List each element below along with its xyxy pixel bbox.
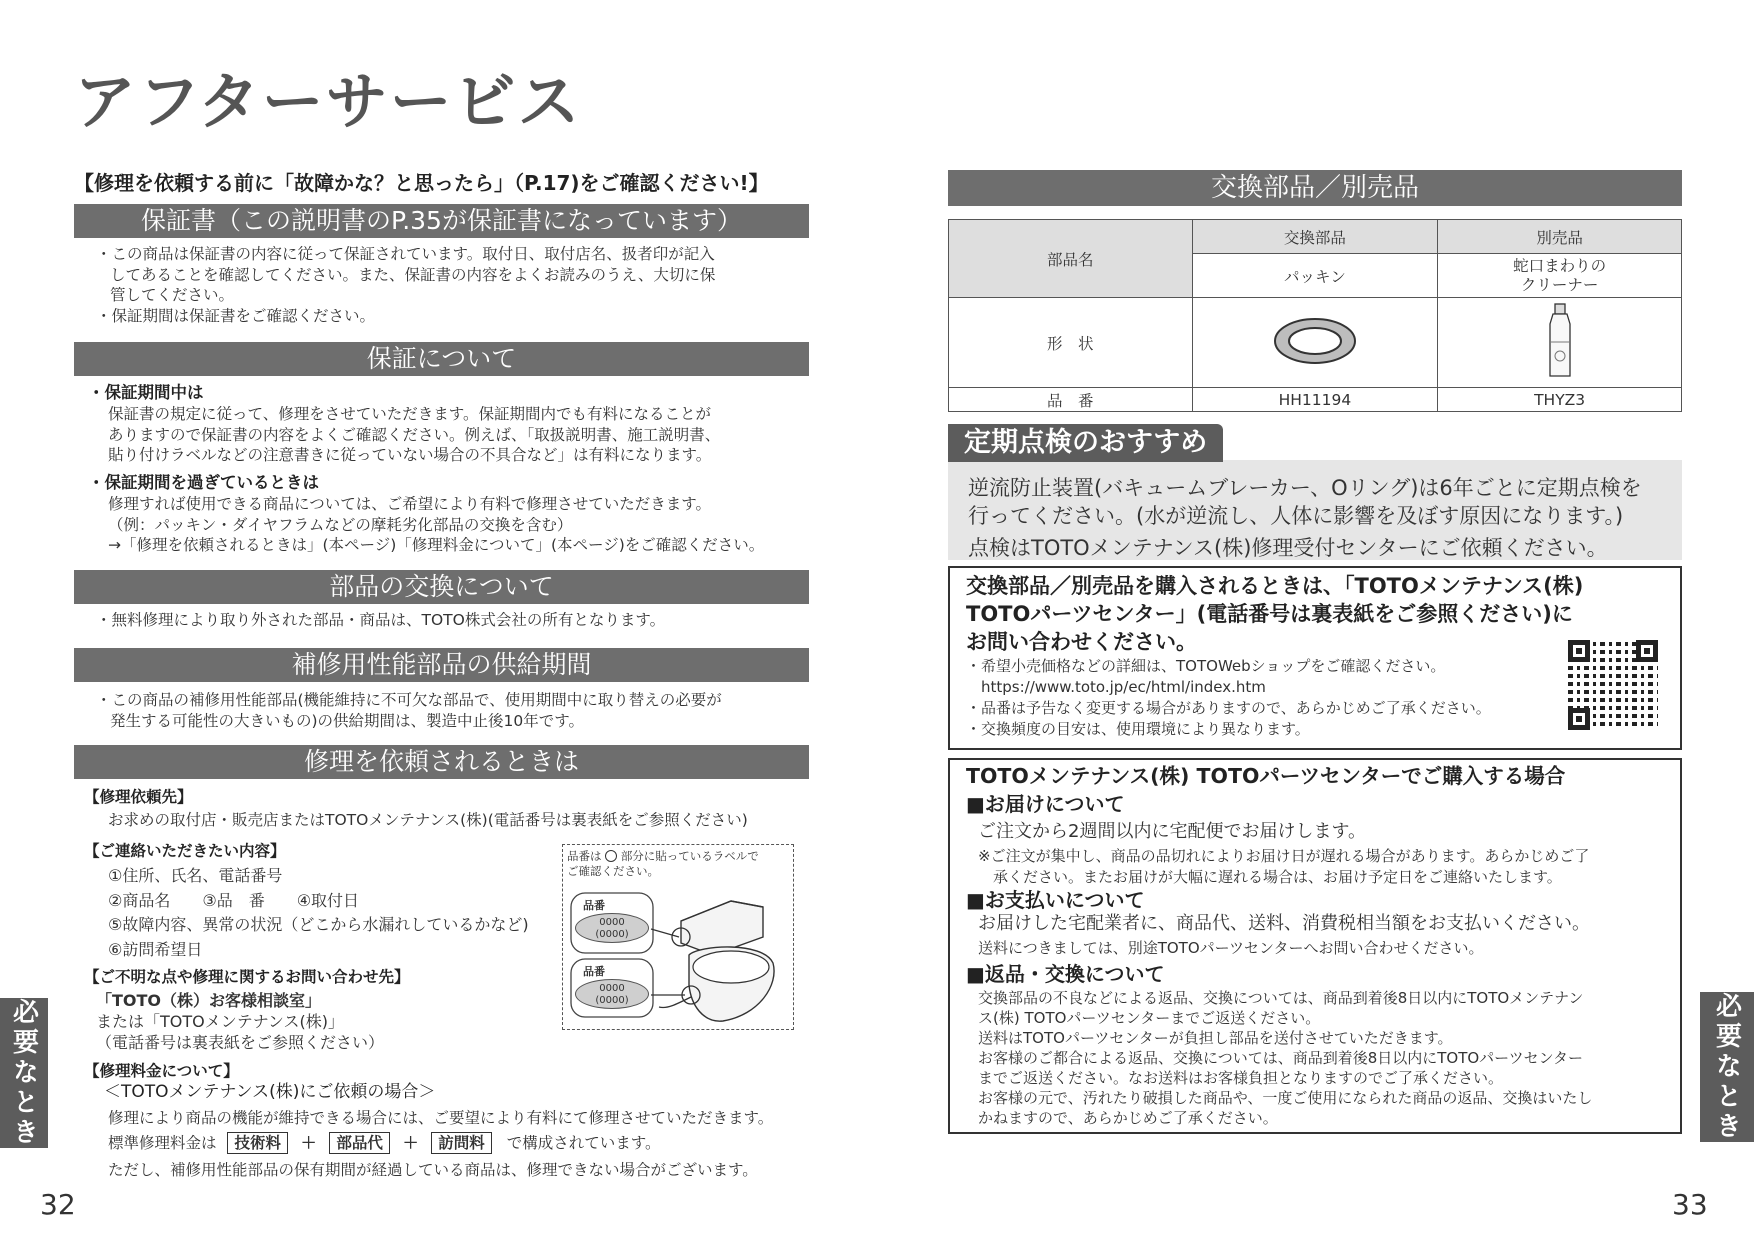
delivery-notes [978,846,1589,888]
inquiry-text [96,990,384,1053]
repair-fee-subhead: ＜TOTOメンテナンス(株)にご依頼の場合＞ [104,1082,436,1102]
payment-note: 送料につきましては、別途TOTOパーツセンターへお問い合わせください。 [978,939,1484,957]
after-warranty-text [108,494,764,556]
inspection-label: 定期点検のおすすめ [948,424,1223,462]
text-line: ス(株) TOTOパーツセンターまでご返送ください。 [978,1009,1321,1027]
col-exchange-parts: 交換部品 [1192,220,1438,254]
text-line: ・この商品は保証書の内容に従って保証されています。取付日、取付店名、扱者印が記入 [96,245,715,263]
list-item: ①住所、氏名、電話番号 [108,866,283,885]
standard-fee-line [108,1132,660,1154]
text-line: 保証書の規定に従って、修理をさせていただきます。保証期間内でも有料になることが [108,405,711,423]
return-text [978,988,1592,1128]
repair-fee-text: 修理により商品の機能が維持できる場合には、ご要望により有料にて修理させていただきます。 [108,1109,774,1127]
plus-sign: ＋ [300,1134,317,1152]
packing-image-cell [1192,298,1438,388]
contact-info-head: 【ご連絡いただきたい内容】 [84,842,286,860]
text-line: までご返送ください。なお送料はお客様負担となりますのでご了承ください。 [978,1069,1504,1087]
row-number-label: 品 番 [949,388,1193,412]
text-line: 貼り付けラベルなどの注意書きに従っていない場合の不具合など」は有料になります。 [108,446,712,464]
delivery-text: ご注文から2週間以内に宅配便でお届けします。 [978,821,1367,842]
warranty-card-heading: 保証書（この説明書のP.35が保証書になっています） [74,204,809,238]
text-line: 点検はTOTOメンテナンス(株)修理受付センターにご依頼ください。 [968,536,1608,560]
notice-check-troubleshooting: 【修理を依頼する前に「故障かな？と思ったら」（P.17)をご確認ください!】 [74,171,769,195]
return-head: ■返品・交換について [966,962,1165,986]
fee-visit: 訪問料 [431,1132,492,1154]
list-item: ⑤故障内容、異常の状況（どこから水漏れしているかなど) [108,915,529,934]
cleaner-image-cell [1438,298,1682,388]
text-line: ※ご注文が集中し、商品の品切れによりお届け日が遅れる場合があります。あらかじめご了 [978,847,1590,865]
repair-fee-note: ただし、補修用性能部品の保有期間が経過している商品は、修理できない場合がございます。 [108,1161,758,1179]
text-line: ・この商品の補修用性能部品(機能維持に不可欠な部品で、使用期間中に取り替えの必要が [96,691,722,709]
text-line: 送料はTOTOパーツセンターが負担し部品を送付させていただきます。 [978,1029,1453,1047]
parts-exchange-text: ・無料修理により取り外された部品・商品は、TOTO株式会社の所有となります。 [96,611,666,629]
warranty-period-subheading: ・保証期間中は [88,383,204,402]
payment-head: ■お支払いについて [966,888,1145,912]
contact-info-list [108,864,529,962]
after-warranty-subheading: ・保証期間を過ぎているときは [88,473,319,492]
text-line: 標準修理料金は [108,1134,217,1152]
text-line: （例：パッキン・ダイヤフラムなどの摩耗劣化部品の交換を含む） [108,515,573,534]
list-item: ⑥訪問希望日 [108,939,203,959]
parts-center-title: TOTOメンテナンス(株) TOTOパーツセンターでご購入する場合 [966,764,1566,788]
item-cleaner: 蛇口まわりの クリーナー [1438,254,1682,298]
row-shape-label: 形 状 [949,298,1193,388]
text-line: ・希望小売価格などの詳細は、TOTOWebショップをご確認ください。 [966,657,1446,675]
text-line: ・品番は予告なく変更する場合がありますので、あらかじめご了承ください。 [966,699,1491,717]
purchase-heading [966,572,1583,656]
qr-finder [1568,640,1590,662]
product-label-diagram [562,844,794,1030]
fee-technical: 技術料 [227,1132,288,1154]
parts-exchange-heading: 部品の交換について [74,570,809,604]
repair-request-heading: 修理を依頼されるときは [74,745,809,779]
page-number-right: 33 [1672,1188,1708,1221]
part-number-cleaner: THYZ3 [1438,388,1682,412]
diagram-label: 品番 [583,965,605,978]
text-line: （電話番号は裏表紙をご参照ください） [96,1033,385,1052]
parts-table [948,219,1682,412]
text-line: ありますので保証書の内容をよくご確認ください。例えば、「取扱説明書、施工説明書、 [108,425,721,444]
delivery-head: ■お届けについて [966,792,1125,816]
text-line: 交換部品／別売品を購入されるときは、「TOTOメンテナンス(株) [966,574,1584,598]
caption-part: 部分に貼っているラベルで [620,849,759,863]
part-number-packing: HH11194 [1192,388,1438,412]
text-line: →「修理を依頼されるときは」(本ページ)「修理料金について」(本ページ)をご確認ください。 [108,536,765,554]
diagram-label: 品番 [583,899,605,912]
warranty-card-text [96,244,715,326]
text-line: 「TOTO（株）お客様相談室」 [96,991,322,1010]
repair-destination-head: 【修理依頼先】 [84,788,193,806]
plus-sign: ＋ [402,1134,419,1152]
text-line: 行ってください。(水が逆流し、人体に影響を及ぼす原因になります。) [968,504,1624,528]
warranty-period-text [108,404,720,466]
text-line: または「TOTOメンテナンス(株)」 [96,1012,344,1031]
supply-period-heading: 補修用性能部品の供給期間 [74,648,809,682]
item-packing: パッキン [1192,254,1438,298]
qr-code-icon[interactable] [1568,640,1658,730]
cleaner-bottle-icon [1540,302,1580,380]
text-line: してあることを確認してください。また、保証書の内容をよくお読みのうえ、大切に保 [110,265,716,284]
list-item: ②商品名 ③品 番 ④取付日 [108,890,360,910]
qr-finder [1636,640,1658,662]
text-line: お客様の元で、汚れたり破損した商品や、一度ご使用になられた商品の返品、交換はいたし [978,1089,1593,1107]
repair-fee-head: 【修理料金について】 [84,1062,239,1080]
supply-period-text [96,690,722,731]
packing-ring-icon [1265,311,1365,371]
text-line: 修理すれば使用できる商品については、ご希望により有料で修理させていただきます。 [108,495,711,513]
col-optional-parts: 別売品 [1438,220,1682,254]
text-line: ・保証期間は保証書をご確認ください。 [96,306,376,325]
toilet-illustration [563,845,795,1031]
label-sample: 0000 (0000) [575,913,649,943]
payment-text: お届けした宅配業者に、商品代、送料、消費税相当額をお支払いください。 [978,913,1590,934]
qr-finder [1568,708,1590,730]
text-line: 発生する可能性の大きいもの)の供給期間は、製造中止後10年です。 [110,711,585,730]
side-tab-left: 必要なとき [0,998,48,1148]
repair-destination-text: お求めの取付店・販売店またはTOTOメンテナンス(株)(電話番号は裏表紙をご参照ください) [108,811,748,829]
parts-table-heading: 交換部品／別売品 [948,170,1682,206]
page-title: アフターサービス [74,65,582,138]
fee-parts: 部品代 [329,1132,390,1154]
text-line: 管してください。 [110,286,235,304]
text-line: ・交換頻度の目安は、使用環境により異なります。 [966,720,1310,738]
side-tab-right: 必要なとき [1700,992,1754,1142]
inspection-box [948,460,1682,560]
website-url: https://www.toto.jp/ec/html/index.htm [966,678,1266,696]
col-parts-name: 部品名 [949,220,1193,298]
label-sample: 0000 (0000) [575,979,649,1009]
text-line: 交換部品の不良などによる返品、交換については、商品到着後8日以内にTOTOメンテナン [978,989,1584,1007]
warranty-about-heading: 保証について [74,342,809,376]
text-line: かねますので、あらかじめご了承ください。 [978,1109,1278,1127]
text-line: お客様のご都合による返品、交換については、商品到着後8日以内にTOTOパーツセンター [978,1049,1583,1067]
text-line: TOTOパーツセンター」(電話番号は裏表紙をご参照ください)に [966,602,1573,626]
inquiry-head: 【ご不明な点や修理に関するお問い合わせ先】 [84,968,410,986]
caption-part: ご確認ください。 [567,864,659,878]
purchase-notes [966,656,1491,740]
page-number-left: 32 [40,1188,76,1221]
caption-part: 品番は [567,849,602,863]
text-line: お問い合わせください。 [966,630,1197,654]
text-line: 承ください。またお届けが大幅に遅れる場合は、お届け予定日をご連絡いたします。 [978,868,1562,886]
text-line: で構成されています。 [506,1134,661,1152]
text-line: 逆流防止装置(バキュームブレーカー、Oリング)は6年ごとに定期点検を [968,476,1642,500]
